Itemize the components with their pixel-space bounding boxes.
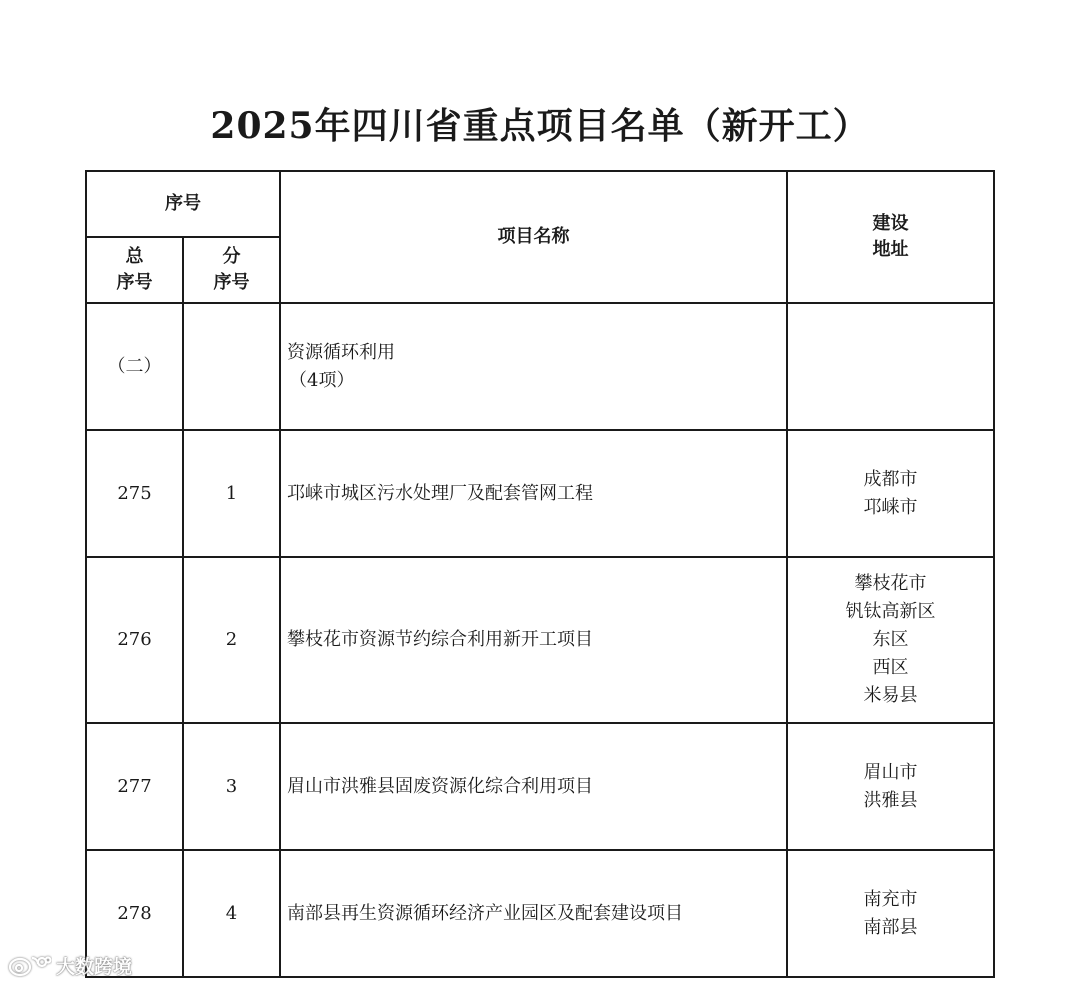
- location-cell: 眉山市 洪雅县: [787, 723, 994, 850]
- header-row-1: [86, 171, 994, 237]
- table-row: [86, 430, 994, 557]
- table-row: [86, 557, 994, 723]
- section-sub-empty: [183, 303, 280, 430]
- location-cell: 攀枝花市 钒钛高新区 东区 西区 米易县: [787, 557, 994, 723]
- table-row: [86, 723, 994, 850]
- header-seq: 序号: [86, 171, 280, 237]
- weibo-logo-icon: [6, 952, 52, 978]
- sub-seq-cell: 4: [183, 850, 280, 977]
- section-row: [86, 303, 994, 430]
- total-seq-cell: 276: [86, 557, 183, 723]
- sub-seq-cell: 2: [183, 557, 280, 723]
- project-name-cell: 南部县再生资源循环经济产业园区及配套建设项目: [280, 850, 787, 977]
- total-seq-cell: 278: [86, 850, 183, 977]
- header-location: 建设 地址: [787, 171, 994, 303]
- project-name-cell: 邛崃市城区污水处理厂及配套管网工程: [280, 430, 787, 557]
- sub-seq-cell: 1: [183, 430, 280, 557]
- header-total-seq: 总 序号: [86, 237, 183, 303]
- watermark-text: 大数跨境: [56, 955, 133, 978]
- header-sub-seq: 分 序号: [183, 237, 280, 303]
- section-name: 资源循环利用 （4项）: [280, 303, 787, 430]
- total-seq-cell: 277: [86, 723, 183, 850]
- section-location-empty: [787, 303, 994, 430]
- total-seq-cell: 275: [86, 430, 183, 557]
- location-cell: 成都市 邛崃市: [787, 430, 994, 557]
- page-title: 2025年四川省重点项目名单（新开工）: [210, 105, 870, 147]
- header-project-name: 项目名称: [280, 171, 787, 303]
- project-table: [85, 170, 995, 978]
- location-cell: 南充市 南部县: [787, 850, 994, 977]
- project-name-cell: 攀枝花市资源节约综合利用新开工项目: [280, 557, 787, 723]
- watermark: [6, 948, 132, 982]
- section-number: （二）: [86, 303, 183, 430]
- table-row: [86, 850, 994, 977]
- project-name-cell: 眉山市洪雅县固废资源化综合利用项目: [280, 723, 787, 850]
- sub-seq-cell: 3: [183, 723, 280, 850]
